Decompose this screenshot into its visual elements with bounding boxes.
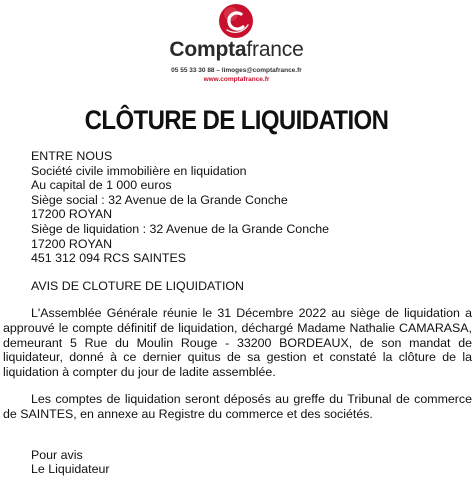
assembly-paragraph: L'Assemblée Générale réunie le 31 Décembre 2022 au siège de liquidation a approuvé le compte définitif de liquidation, déchargé Madame Nathalie CAMARASA, demeurant 5 Rue du Moulin Rouge - 33200 BORDEAUX, de son mandat de liquidateur, donné à ce dernier quitus de sa gestion et constaté la clôture de la liquidation à compter du jour de ladite assemblée. — [3, 306, 472, 379]
brand-name-part1: Compta — [169, 38, 247, 61]
document-body — [3, 149, 472, 477]
brand-name-part2: france — [246, 38, 304, 61]
address-line: Société civile immobilière en liquidation — [31, 163, 247, 178]
address-line: Au capital de 1 000 euros — [31, 178, 172, 193]
document-title: CLÔTURE DE LIQUIDATION — [84, 105, 389, 136]
filing-paragraph: Les comptes de liquidation seront déposés au greffe du Tribunal de commerce de SAINTES, en annexe au Registre du commerce et des sociétés. — [3, 392, 472, 421]
address-line: 451 312 094 RCS SAINTES — [31, 251, 186, 266]
signature-line: Le Liquidateur — [31, 462, 110, 477]
address-line: Siège de liquidation : 32 Avenue de la Grande Conche — [31, 221, 330, 236]
signature-line: Pour avis — [31, 447, 83, 462]
address-line: 17200 ROYAN — [31, 236, 113, 251]
notice-heading: AVIS DE CLOTURE DE LIQUIDATION — [31, 278, 244, 293]
address-line: ENTRE NOUS — [31, 149, 113, 163]
letterhead — [0, 0, 473, 100]
website-link[interactable]: www.comptafrance.fr — [203, 76, 270, 83]
signature-block — [31, 448, 472, 477]
address-line: Siège social : 32 Avenue de la Grande Conche — [31, 192, 288, 207]
address-line: 17200 ROYAN — [31, 207, 113, 222]
contact-line: 05 55 33 30 88 – limoges@comptafrance.fr — [171, 67, 302, 74]
company-address-block — [31, 149, 472, 266]
brand-name — [0, 38, 473, 62]
comptafrance-logo-icon — [218, 3, 254, 39]
